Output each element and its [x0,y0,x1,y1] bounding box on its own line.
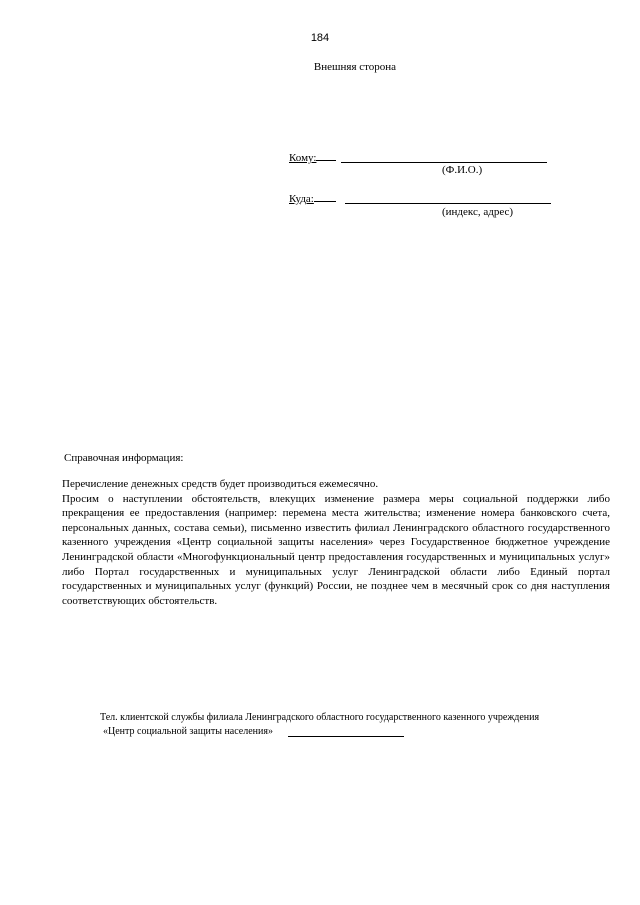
where-hint: (индекс, адрес) [442,206,514,218]
to-label-underline [316,150,336,161]
reference-line1: Перечисление денежных средств будет производиться ежемесячно. [62,478,379,490]
to-hint: (Ф.И.О.) [442,164,483,176]
where-label-text: Куда: [289,193,314,205]
reference-text [62,477,610,608]
to-name-line [341,162,547,163]
page-number: 184 [310,32,330,44]
where-address-line [345,203,551,204]
to-label [289,150,336,164]
where-label-underline [314,191,336,202]
footer-center-name: «Центр социальной защиты населения» [103,726,273,737]
where-label [289,191,336,205]
footer-phone-label: Тел. клиентской службы филиала Ленинградского областного государственного казенного учреждения [100,712,540,723]
footer-phone-line [288,736,404,737]
reference-title: Справочная информация: [64,452,184,464]
reference-paragraph: Просим о наступлении обстоятельств, влекущих изменение размера меры социальной поддержки либо прекращения ее предоставления (например: перемена места жительства; изменение номера банковского счета, персональных данных, состава семьи), письменно известить филиал Ленинградского областного государственного казенного учреждения «Центр социальной защиты населения» через Государственное бюджетное учреждение Ленинградской области «Многофункциональный центр предоставления государственных и муниципальных услуг» либо Портал государственных и муниципальных услуг Ленинградской области либо Единый портал государственных и муниципальных услуг (функций) России, не позднее чем в месячный срок со дня наступления соответствующих обстоятельств. [62,492,610,607]
to-label-text: Кому: [289,152,317,164]
side-title: Внешняя сторона [313,61,397,73]
